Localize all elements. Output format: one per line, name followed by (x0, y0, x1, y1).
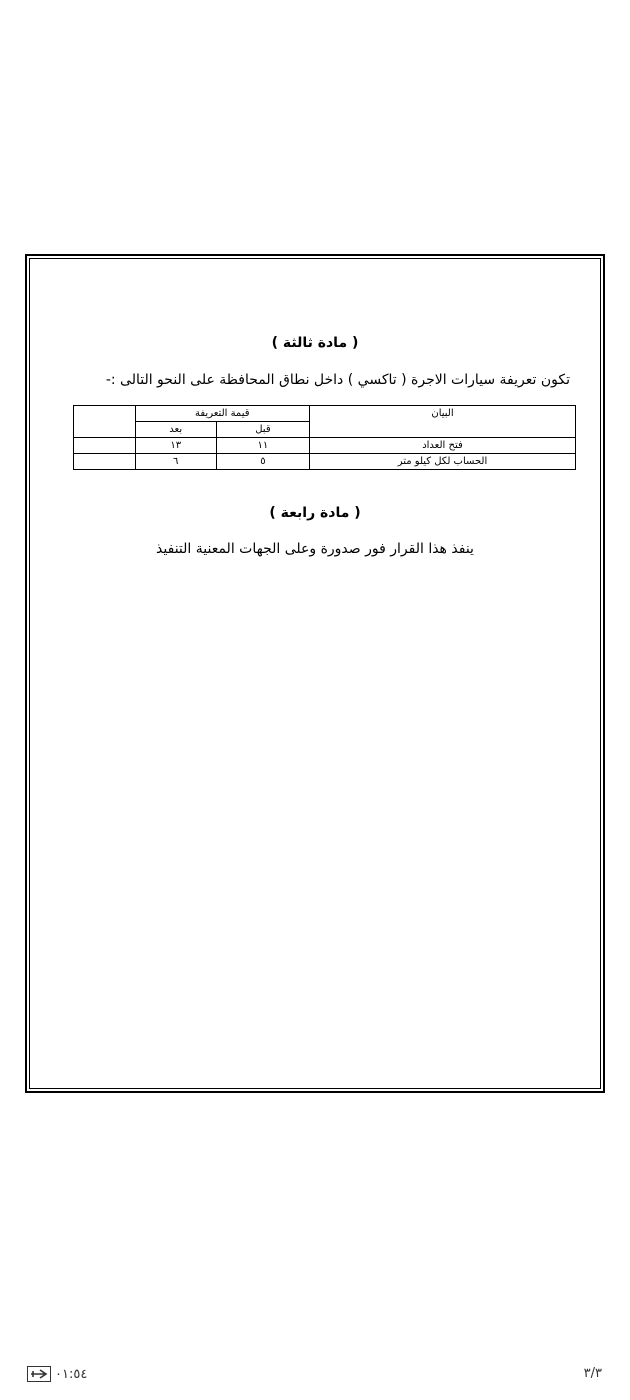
row-after-value: ٦ (135, 454, 216, 470)
article3-intro: تكون تعريفة سيارات الاجرة ( تاكسي ) داخل نطاق المحافظة على النحو التالى :- (105, 372, 570, 388)
table-blank-cell (74, 406, 136, 438)
table-row (74, 454, 576, 470)
row-before-value: ٥ (216, 454, 309, 470)
col-before-header: قبل (216, 422, 309, 438)
table-header-row (74, 406, 576, 422)
slide-nav-icon[interactable] (27, 1366, 51, 1382)
page-border (29, 258, 601, 1089)
timestamp: ٠١:٥٤ (55, 1366, 88, 1382)
table-row (74, 438, 576, 454)
row-label: فتح العداد (309, 438, 575, 454)
row-label: الحساب لكل كيلو متر (309, 454, 575, 470)
article4-text: ينفذ هذا القرار فور صدورة وعلى الجهات المعنية التنفيذ (156, 541, 474, 557)
row-after-value: ١٣ (135, 438, 216, 454)
col-description-header: البيان (309, 406, 575, 438)
col-tariff-value-header: قيمة التعريفة (135, 406, 309, 422)
tariff-table (73, 405, 576, 470)
article3-heading: ( مادة ثالثة ) (271, 335, 359, 351)
footer-left (27, 1366, 87, 1382)
table-blank-cell (74, 438, 136, 454)
article4-heading: ( مادة رابعة ) (269, 505, 361, 521)
page-indicator: ٣/٣ (583, 1366, 602, 1381)
col-after-header: بعد (135, 422, 216, 438)
document-page (25, 254, 605, 1093)
table-blank-cell (74, 454, 136, 470)
row-before-value: ١١ (216, 438, 309, 454)
